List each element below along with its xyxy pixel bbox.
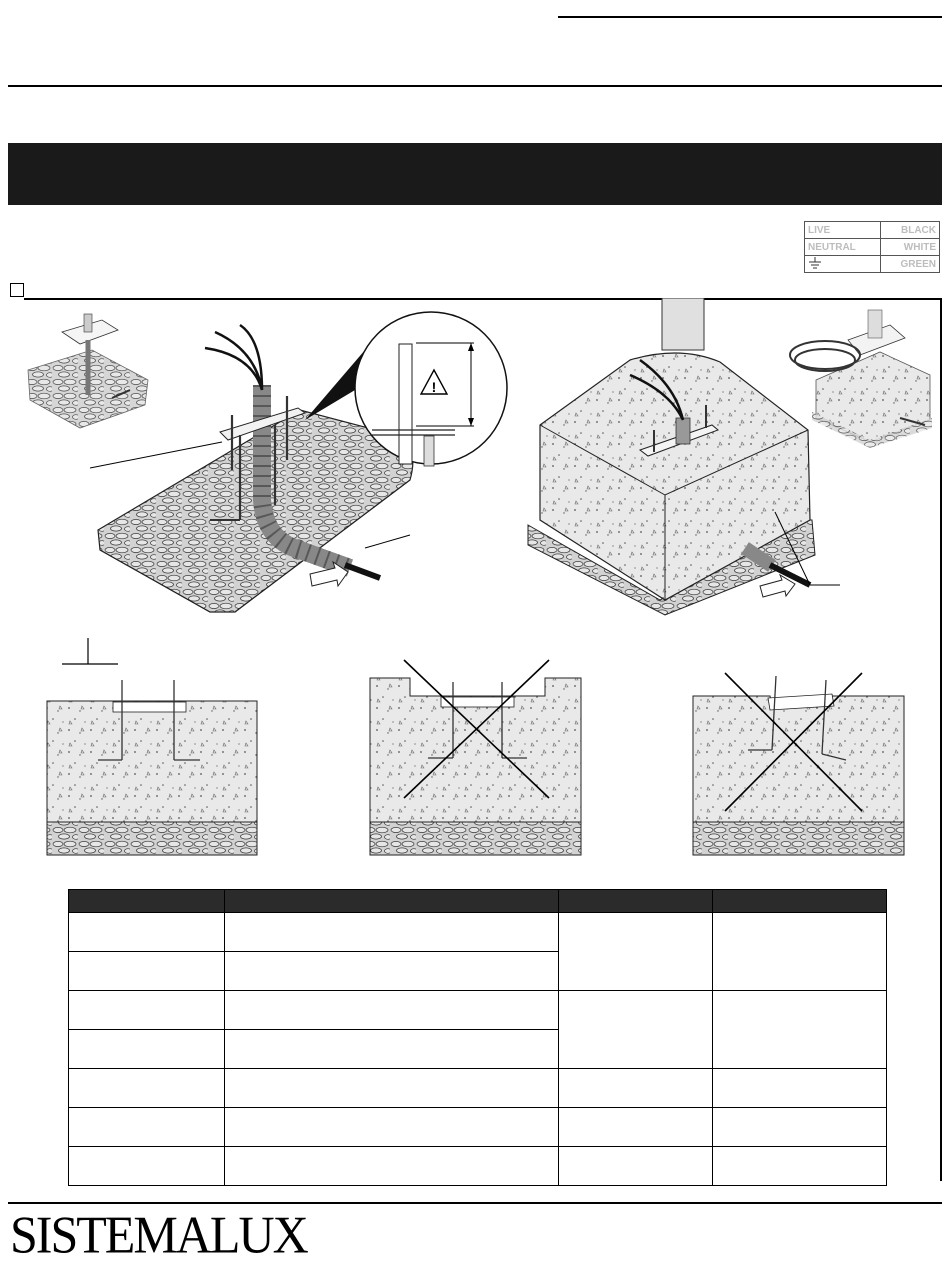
table-cell <box>713 991 887 1069</box>
table-header-row <box>69 890 887 913</box>
section-correct <box>47 680 257 855</box>
title-bar <box>8 143 942 205</box>
table-cell <box>225 1108 559 1147</box>
wiring-legend <box>804 221 940 273</box>
wire-label: NEUTRAL <box>805 239 881 256</box>
table-cell <box>225 1069 559 1108</box>
svg-text:!: ! <box>431 379 437 395</box>
wiring-row <box>805 239 940 256</box>
table-header-cell <box>713 890 887 913</box>
table-cell <box>69 1147 225 1186</box>
step-checkbox <box>10 283 24 297</box>
table-cell <box>69 991 225 1030</box>
table-cell <box>225 1147 559 1186</box>
wiring-row <box>805 256 940 273</box>
table-cell <box>69 913 225 952</box>
table-row <box>69 991 887 1030</box>
table-cell <box>225 913 559 952</box>
wire-color: WHITE <box>880 239 939 256</box>
table-row <box>69 1108 887 1147</box>
wire-color: BLACK <box>880 222 939 239</box>
thumbnail-concrete-block <box>790 310 932 448</box>
table-cell <box>559 913 713 991</box>
table-cell <box>225 1030 559 1069</box>
top-rule <box>8 85 942 87</box>
section-wrong-tilted <box>693 673 904 855</box>
table-header-cell <box>225 890 559 913</box>
table-cell <box>559 991 713 1069</box>
wiring-row <box>805 222 940 239</box>
ground-cell <box>805 256 881 273</box>
concrete-block-scene <box>528 298 840 615</box>
table-cell <box>713 1147 887 1186</box>
table-row <box>69 913 887 952</box>
table-cell <box>713 913 887 991</box>
table-cell <box>713 1069 887 1108</box>
table-cell <box>713 1108 887 1147</box>
table-cell <box>69 952 225 991</box>
table-cell <box>559 1069 713 1108</box>
brand-logo: SISTEMALUX <box>10 1205 307 1264</box>
table-cell <box>225 991 559 1030</box>
table-row <box>69 1147 887 1186</box>
table-cell <box>559 1108 713 1147</box>
top-right-rule <box>558 16 942 18</box>
wire-color: GREEN <box>880 256 939 273</box>
spec-table <box>68 889 887 1186</box>
wire-label: LIVE <box>805 222 881 239</box>
section-wrong-recessed <box>370 660 581 855</box>
table-header-cell <box>559 890 713 913</box>
table-cell <box>69 1069 225 1108</box>
table-header-cell <box>69 890 225 913</box>
table-cell <box>559 1147 713 1186</box>
ground-icon <box>808 257 822 269</box>
installation-illustrations <box>0 298 950 868</box>
thumbnail-gravel-bed <box>28 314 148 428</box>
table-cell <box>69 1030 225 1069</box>
table-row <box>69 1069 887 1108</box>
table-cell <box>69 1108 225 1147</box>
table-cell <box>225 952 559 991</box>
